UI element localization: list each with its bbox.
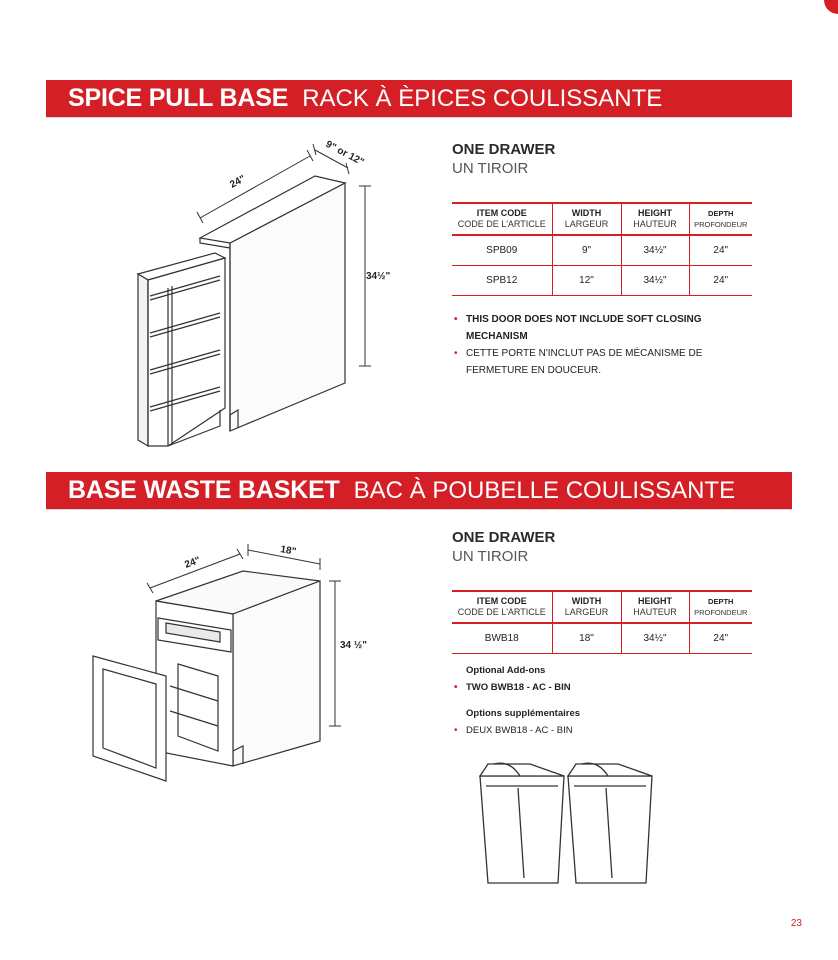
cell-height: 34½" bbox=[621, 266, 689, 296]
addons-notes bbox=[454, 662, 580, 739]
cell-item-code: BWB18 bbox=[452, 623, 552, 654]
cell-height: 34½" bbox=[621, 235, 689, 266]
page-number: 23 bbox=[790, 918, 802, 929]
cell-item-code: SPB09 bbox=[452, 235, 552, 266]
cell-height: 34½" bbox=[621, 623, 689, 654]
addons-heading-fr: Options supplémentaires bbox=[466, 708, 581, 719]
dim-height-label: 34½" bbox=[366, 271, 391, 282]
drawer-label-en: ONE DRAWER bbox=[452, 141, 556, 158]
drawer-label-en: ONE DRAWER bbox=[452, 529, 556, 546]
dim-height-label: 34 ½" bbox=[340, 640, 367, 651]
header-depth: DEPTH PROFONDEUR bbox=[689, 203, 752, 235]
header-item-code: ITEM CODE CODE DE L'ARTICLE bbox=[452, 203, 552, 235]
header-depth: DEPTH PROFONDEUR bbox=[689, 591, 752, 623]
table-row bbox=[452, 623, 752, 654]
table-header-row bbox=[452, 203, 752, 235]
cell-depth: 24" bbox=[689, 235, 752, 266]
header-height: HEIGHT HAUTEUR bbox=[621, 203, 689, 235]
corner-tab-marker bbox=[824, 0, 838, 14]
base-waste-basket-drawing bbox=[88, 536, 398, 786]
cell-depth: 24" bbox=[689, 266, 752, 296]
spec-table-spice-pull-base bbox=[452, 202, 752, 296]
dim-depth-label: 9" or 12" bbox=[323, 138, 366, 169]
spice-pull-base-drawing bbox=[120, 128, 410, 458]
cell-width: 18" bbox=[552, 623, 621, 654]
drawer-label-fr: UN TIROIR bbox=[452, 548, 529, 565]
header-width: WIDTH LARGEUR bbox=[552, 203, 621, 235]
section-title-en: SPICE PULL BASE bbox=[68, 84, 289, 112]
addons-heading-en: Optional Add-ons bbox=[466, 665, 546, 676]
table-header-row bbox=[452, 591, 752, 623]
waste-bins-image bbox=[474, 758, 664, 888]
dim-width-label: 24" bbox=[183, 555, 202, 571]
table-row bbox=[452, 266, 752, 296]
addon-item-fr: • DEUX BWB18 - AC - BIN bbox=[454, 722, 580, 739]
section-title-fr: BAC À POUBELLE COULISSANTE bbox=[353, 476, 736, 504]
cell-width: 9" bbox=[552, 235, 621, 266]
section-banner-base-waste-basket bbox=[46, 472, 792, 509]
cell-depth: 24" bbox=[689, 623, 752, 654]
cell-width: 12" bbox=[552, 266, 621, 296]
header-item-code: ITEM CODE CODE DE L'ARTICLE bbox=[452, 591, 552, 623]
header-width: WIDTH LARGEUR bbox=[552, 591, 621, 623]
cell-item-code: SPB12 bbox=[452, 266, 552, 296]
drawer-heading bbox=[452, 529, 555, 565]
dim-depth-label: 18" bbox=[279, 544, 298, 558]
drawer-label-fr: UN TIROIR bbox=[452, 160, 529, 177]
section-title-fr: RACK À ÈPICES COULISSANTE bbox=[302, 84, 663, 112]
drawer-heading bbox=[452, 141, 555, 177]
note-en: • THIS DOOR DOES NOT INCLUDE SOFT CLOSING MECHANISM bbox=[454, 311, 702, 345]
note-fr: • CETTE PORTE N'INCLUT PAS DE MÉCANISME DE FERMETURE EN DOUCEUR. bbox=[454, 345, 702, 379]
addon-item-en: • TWO BWB18 - AC - BIN bbox=[454, 679, 580, 696]
spec-table-base-waste-basket bbox=[452, 590, 752, 654]
table-row bbox=[452, 235, 752, 266]
dim-width-label: 24" bbox=[228, 173, 248, 191]
soft-close-notes bbox=[454, 311, 702, 379]
section-title-en: BASE WASTE BASKET bbox=[68, 476, 340, 504]
section-rule bbox=[46, 117, 792, 118]
section-banner-spice-pull-base bbox=[46, 80, 792, 117]
section-rule bbox=[46, 509, 792, 510]
header-height: HEIGHT HAUTEUR bbox=[621, 591, 689, 623]
